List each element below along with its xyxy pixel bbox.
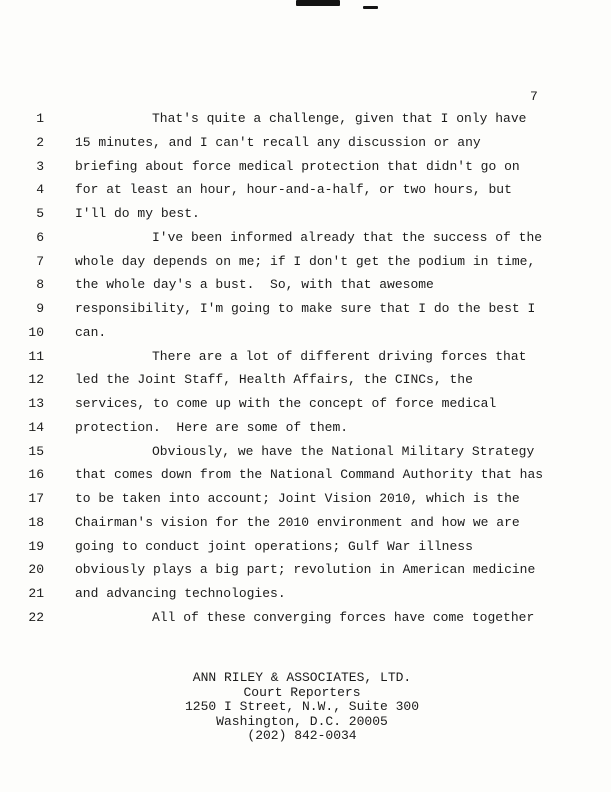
line-text: whole day depends on me; if I don't get the podium in time, [75, 253, 536, 269]
line-number: 19 [28, 538, 44, 554]
line-text: There are a lot of different driving forces that [152, 348, 527, 364]
transcript-body [0, 107, 611, 630]
transcript-line [0, 392, 611, 416]
line-number: 12 [28, 372, 44, 388]
line-text: Obviously, we have the National Military Strategy [152, 443, 535, 459]
line-text: led the Joint Staff, Health Affairs, the CINCs, the [75, 372, 473, 388]
footer-line: Washington, D.C. 20005 [216, 713, 388, 729]
transcript-line [0, 535, 611, 559]
line-number: 22 [28, 609, 44, 625]
transcript-line [0, 606, 611, 630]
line-text: for at least an hour, hour-and-a-half, or two hours, but [75, 182, 512, 198]
transcript-line [0, 321, 611, 345]
line-text: briefing about force medical protection that didn't go on [75, 158, 520, 174]
line-number: 17 [28, 491, 44, 506]
scan-artifact-dash [363, 6, 378, 9]
line-number: 6 [36, 229, 44, 245]
transcript-line [0, 582, 611, 606]
line-text: responsibility, I'm going to make sure that I do the best I [75, 301, 536, 316]
line-number: 21 [28, 586, 44, 601]
transcript-line [0, 345, 611, 369]
transcript-line [0, 250, 611, 274]
line-number: 16 [28, 467, 44, 483]
line-number: 13 [28, 396, 44, 411]
line-number: 10 [28, 324, 44, 340]
page-number: 7 [530, 89, 538, 104]
line-text: That's quite a challenge, given that I only have [152, 111, 527, 126]
line-number: 11 [28, 348, 44, 364]
line-number: 8 [36, 277, 44, 293]
line-number: 5 [36, 206, 44, 221]
footer-line: Court Reporters [243, 684, 361, 700]
line-text: to be taken into account; Joint Vision 2010, which is the [75, 491, 520, 506]
transcript-line [0, 226, 611, 250]
line-text: Chairman's vision for the 2010 environment and how we are [75, 514, 520, 530]
transcript-line [0, 558, 611, 582]
transcript-line [0, 131, 611, 155]
line-number: 3 [36, 158, 44, 174]
line-text: I've been informed already that the success of the [152, 229, 543, 245]
line-number: 9 [36, 301, 44, 316]
line-text: and advancing technologies. [75, 586, 286, 601]
line-text: I'll do my best. [75, 206, 200, 221]
scan-artifact-bar [296, 0, 340, 6]
line-number: 4 [36, 182, 44, 198]
transcript-line [0, 297, 611, 321]
line-text: 15 minutes, and I can't recall any discussion or any [75, 134, 481, 150]
transcript-line [0, 273, 611, 297]
line-number: 2 [36, 134, 44, 150]
transcript-line [0, 416, 611, 440]
transcript-line [0, 511, 611, 535]
line-number: 7 [36, 253, 44, 269]
transcript-line [0, 107, 611, 131]
footer-line: (202) 842-0034 [247, 728, 357, 744]
footer-line: 1250 I Street, N.W., Suite 300 [184, 699, 420, 715]
line-text: that comes down from the National Command Authority that has [75, 467, 544, 483]
transcript-line [0, 440, 611, 464]
line-text: protection. Here are some of them. [75, 419, 349, 435]
transcript-line [0, 202, 611, 226]
transcript-line [0, 463, 611, 487]
line-number: 20 [28, 562, 44, 578]
line-text: obviously plays a big part; revolution in American medicine [75, 562, 536, 578]
reporter-footer [0, 671, 604, 744]
line-text: going to conduct joint operations; Gulf War illness [75, 538, 473, 554]
line-number: 14 [28, 419, 44, 435]
transcript-line [0, 178, 611, 202]
line-text: the whole day's a bust. So, with that awesome [75, 277, 434, 293]
transcript-line [0, 368, 611, 392]
line-number: 15 [28, 443, 44, 459]
line-number: 1 [36, 111, 44, 126]
line-text: can. [75, 324, 107, 340]
line-number: 18 [28, 514, 44, 530]
line-text: services, to come up with the concept of force medical [75, 396, 497, 411]
transcript-line [0, 487, 611, 511]
transcript-line [0, 155, 611, 179]
footer-line: ANN RILEY & ASSOCIATES, LTD. [192, 670, 412, 685]
line-text: All of these converging forces have come together [152, 609, 535, 625]
